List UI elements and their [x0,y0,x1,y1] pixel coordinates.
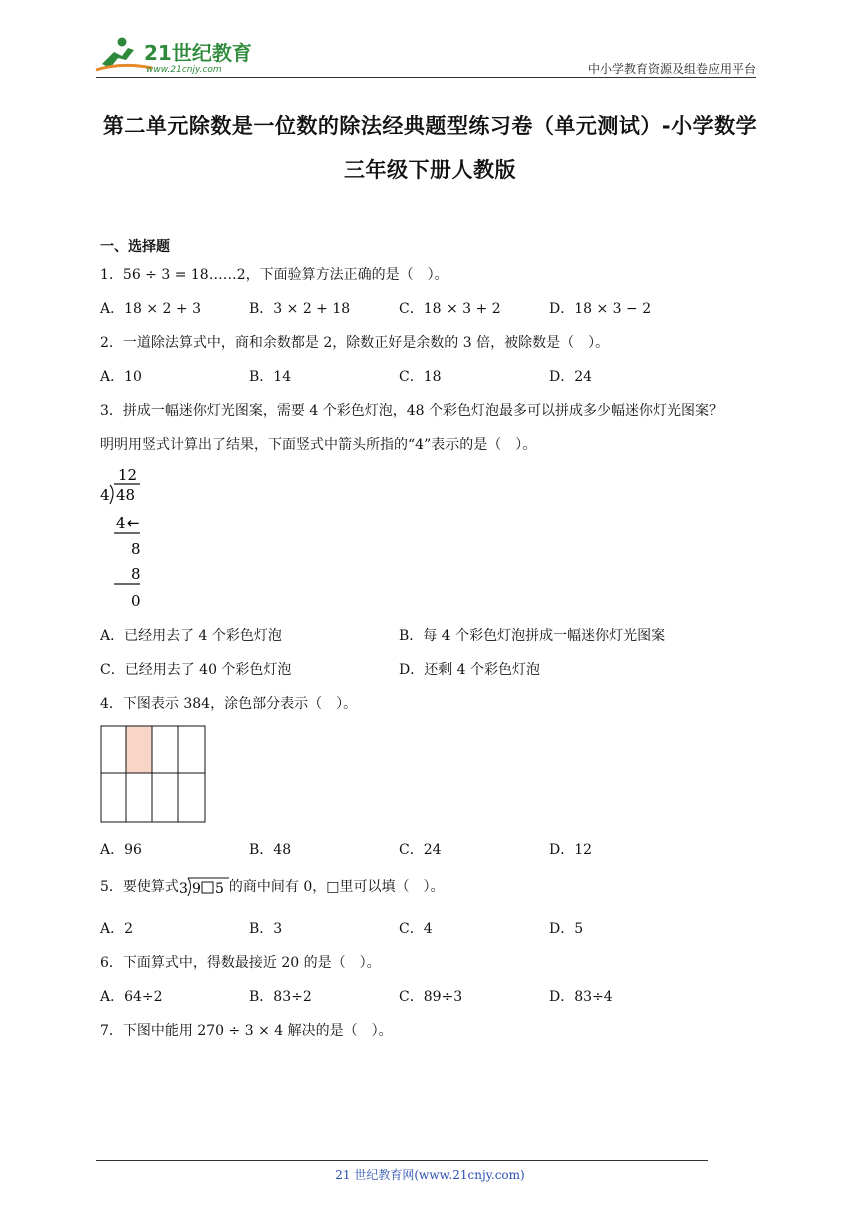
q5-divisor: 3 [178,881,188,897]
fraction-grid [100,725,206,823]
q1-option-c[interactable]: C．18 × 3 + 2 [399,301,501,317]
footer-text[interactable]: 21 世纪教育网(www.21cnjy.com) [335,1168,525,1182]
q6-option-b[interactable]: B．83÷2 [249,989,312,1005]
q6-option-d[interactable]: D．83÷4 [549,989,613,1005]
q2-option-b[interactable]: B．14 [249,369,292,385]
division-quotient: 12 [118,466,138,484]
q6-option-c[interactable]: C．89÷3 [399,989,463,1005]
question-6-stem: 6．下面算式中，得数最接近 20 的是（ ）。 [100,955,381,971]
footer-divider [96,1160,708,1161]
division-step1: 4 [116,514,126,532]
question-2-stem: 2．一道除法算式中，商和余数都是 2，除数正好是余数的 3 倍，被除数是（ ）。 [100,335,610,351]
site-logo [92,34,262,78]
q1-option-b[interactable]: B．3 × 2 + 18 [249,301,351,317]
division-step2: 8 [131,540,141,558]
q3-option-b[interactable]: B．每 4 个彩色灯泡拼成一幅迷你灯光图案 [399,628,666,644]
q6-option-a[interactable]: A．64÷2 [100,989,163,1005]
q5-option-c[interactable]: C．4 [399,921,433,937]
division-arrow: ← [127,514,140,532]
question-7-stem: 7．下图中能用 270 ÷ 3 × 4 解决的是（ ）。 [100,1023,393,1039]
q4-option-a[interactable]: A．96 [100,842,142,858]
division-dividend: 48 [116,486,136,504]
q5-option-a[interactable]: A．2 [100,921,134,937]
division-remainder: 0 [131,592,141,610]
q5-option-b[interactable]: B．3 [249,921,283,937]
q2-option-c[interactable]: C．18 [399,369,442,385]
q2-option-d[interactable]: D．24 [549,369,593,385]
logo-sub-text: www.21cnjy.com [146,65,222,75]
question-4-stem: 4．下图表示 384，涂色部分表示（ ）。 [100,696,358,712]
q4-option-c[interactable]: C．24 [399,842,442,858]
title-line-2: 三年级下册人教版 [344,158,516,182]
q3-option-a[interactable]: A．已经用去了 4 个彩色灯泡 [100,628,282,644]
q5-dividend-b: 5 [214,881,224,897]
q5-option-d[interactable]: D．5 [549,921,584,937]
question-5-stem [100,876,445,898]
division-step3: 8 [131,565,141,583]
question-3-stem-line1: 3．拼成一幅迷你灯光图案，需要 4 个彩色灯泡，48 个彩色灯泡最多可以拼成多少幅迷你灯光图案？ [100,403,723,419]
long-division-figure [100,466,160,616]
q2-option-a[interactable]: A．10 [100,369,142,385]
q1-option-a[interactable]: A．18 × 2 + 3 [100,301,202,317]
q5-division-expression [179,876,229,898]
division-divisor: 4 [100,486,110,504]
header-divider [96,77,756,78]
q3-option-d[interactable]: D．还剩 4 个彩色灯泡 [399,662,541,678]
shaded-cell [126,726,152,773]
q4-option-d[interactable]: D．12 [549,842,593,858]
q5-blank-box [202,882,213,893]
q5-stem-before: 5．要使算式 [100,879,179,895]
platform-text: 中小学教育资源及组卷应用平台 [587,62,756,76]
q4-option-b[interactable]: B．48 [249,842,292,858]
logo-main-text: 21世纪教育 [144,41,252,65]
q3-option-c[interactable]: C．已经用去了 40 个彩色灯泡 [100,662,292,678]
question-3-stem-line2: 明明用竖式计算出了结果，下面竖式中箭头所指的“4”表示的是（ ）。 [100,437,537,453]
q5-stem-after: 的商中间有 0，□里可以填（ ）。 [228,879,445,895]
q1-option-d[interactable]: D．18 × 3 − 2 [549,301,652,317]
q5-dividend-a: 9 [191,881,201,897]
question-1-stem: 1．56 ÷ 3 = 18……2，下面验算方法正确的是（ ）。 [100,267,449,283]
title-line-1: 第二单元除数是一位数的除法经典题型练习卷（单元测试）-小学数学 [102,114,758,138]
section-title: 一、选择题 [100,239,170,255]
